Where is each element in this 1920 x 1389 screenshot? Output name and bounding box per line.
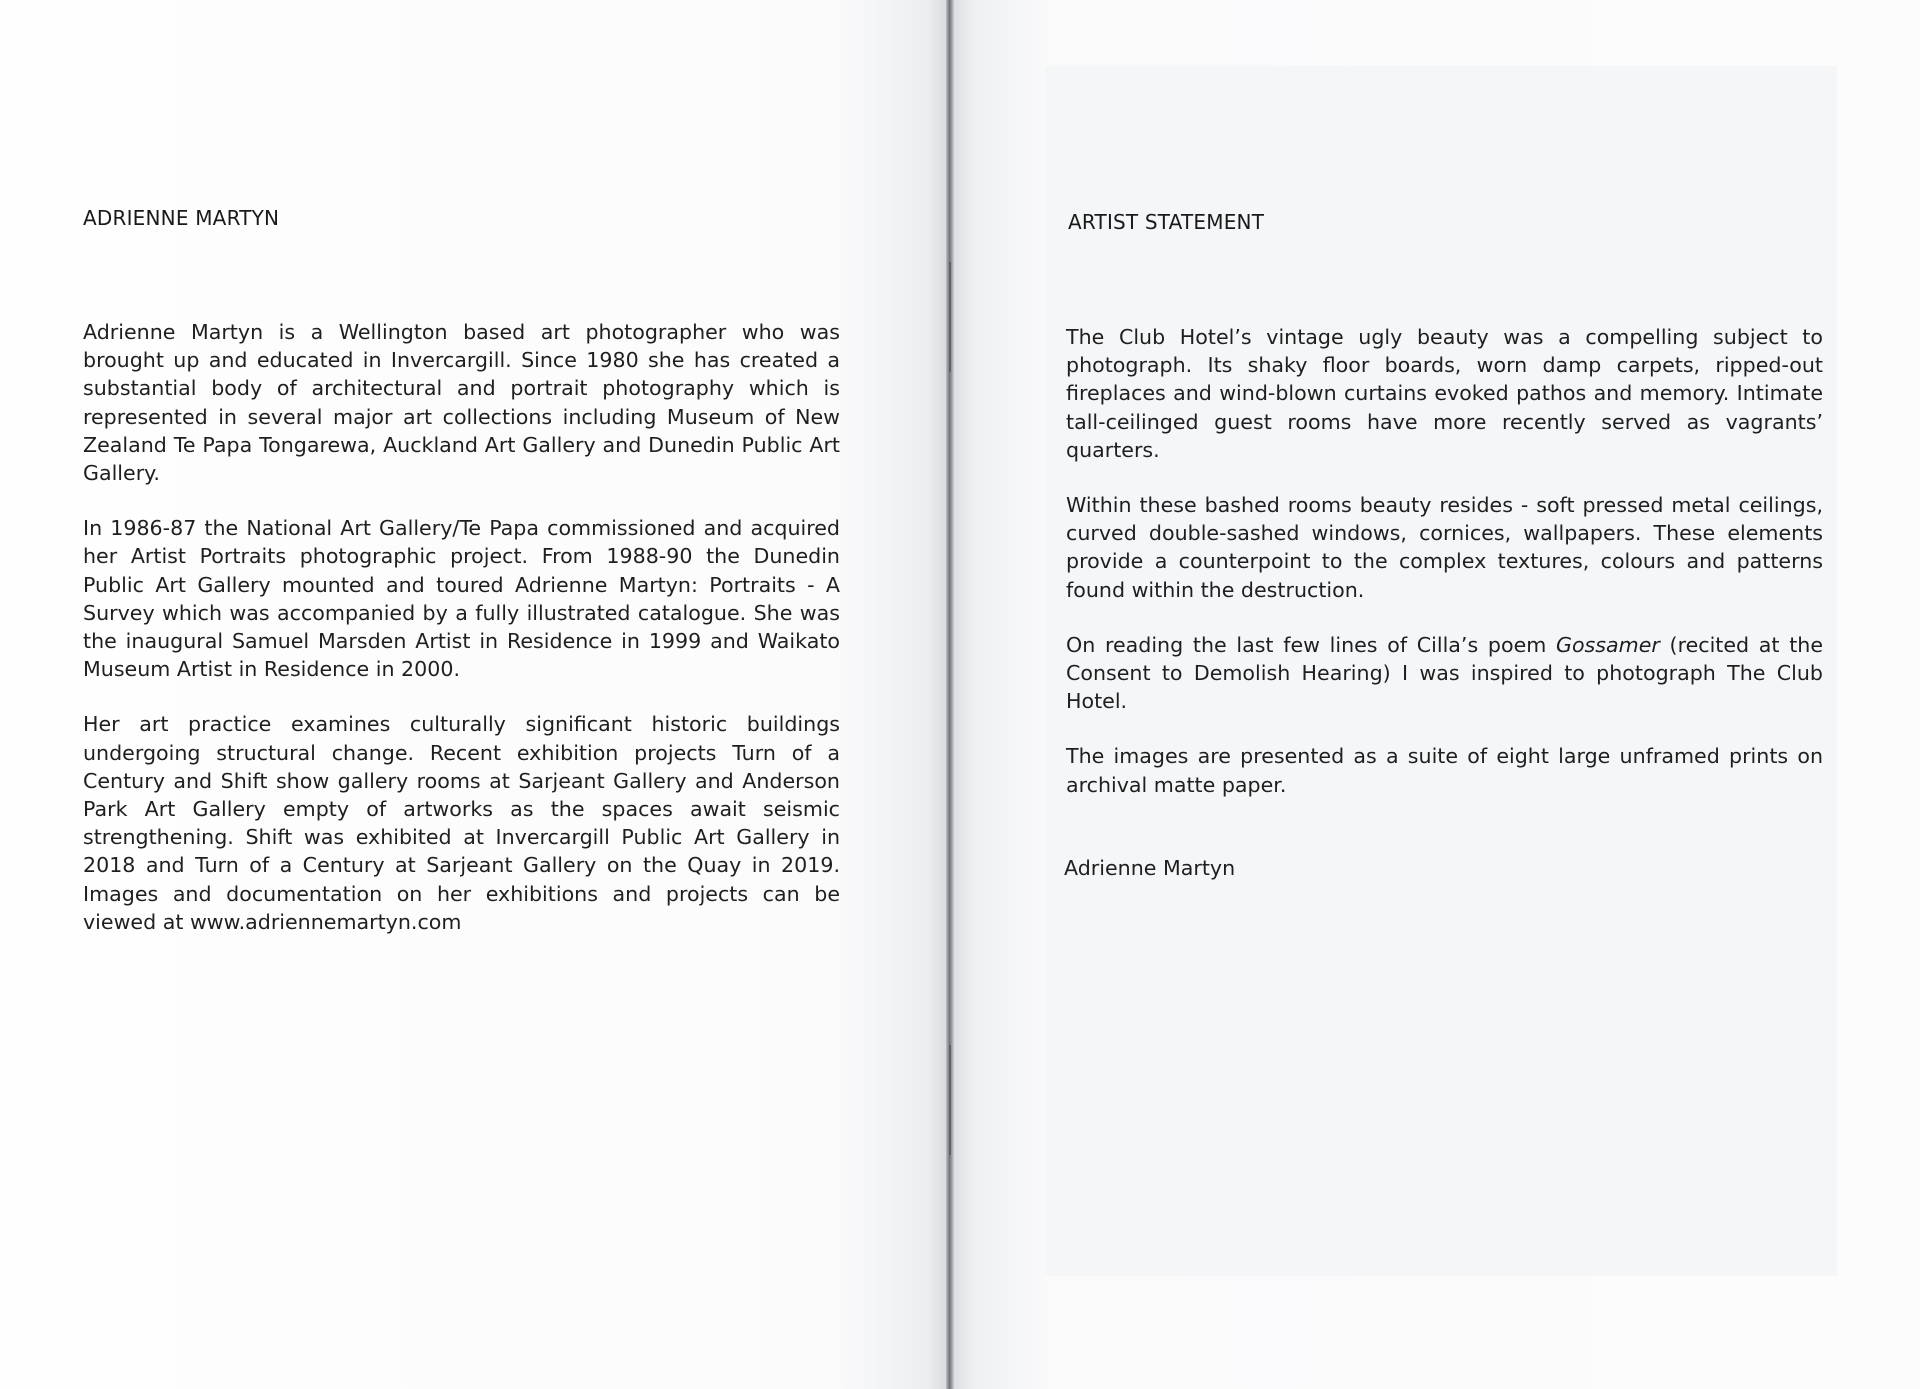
biography-paragraph: In 1986-87 the National Art Gallery/Te Papa commissioned and acquired her Artist Portraits photographic project. From 1988-90 the Dunedin Public Art Gallery mounted and toured Adrienne Martyn: Portraits - A Survey which was accompanied by a fully illustrated catalogue. She was the inaugural Samuel Marsden Artist in Residence in 1999 and Waikato Museum Artist in Residence in 2000. <box>83 516 840 682</box>
biography-paragraph: Adrienne Martyn is a Wellington based art photographer who was brought up and educated in Invercargill. Since 1980 she has created a substantial body of architectural and portrait photography which is represented in several major art collections including Museum of New Zealand Te Papa Tongarewa, Auckland Art Gallery and Dunedin Public Art Gallery. <box>83 320 840 486</box>
artist-statement-text <box>1066 323 1823 799</box>
statement-paragraph: The images are presented as a suite of eight large unframed prints on archival matte paper. <box>1066 744 1823 797</box>
biography-paragraph: Her art practice examines culturally significant historic buildings undergoing structural change. Recent exhibition projects Turn of a Century and Shift show gallery rooms at Sarjeant Gallery and Anderson Park Art Gallery empty of artworks as the spaces await seismic strengthening. Shift was exhibited at Invercargill Public Art Gallery in 2018 and Turn of a Century at Sarjeant Gallery on the Quay in 2019. Images and documentation on her exhibitions and projects can be viewed at www.adriennemartyn.com <box>83 712 840 934</box>
artist-signature: Adrienne Martyn <box>1064 856 1236 880</box>
poem-title: Gossamer <box>1556 632 1660 657</box>
bottom-staple <box>949 1045 951 1155</box>
statement-paragraph: Within these bashed rooms beauty resides - soft pressed metal ceilings, curved double-sashed windows, cornices, wallpapers. These elements provide a counterpoint to the complex textures, colours and patterns found within the destruction. <box>1066 493 1823 602</box>
booklet-spine <box>946 0 954 1389</box>
statement-paragraph-gossamer <box>1066 631 1823 716</box>
gossamer-text-after: (recited at the Consent to Demolish Hearing) I was inspired to photograph The Club Hotel. <box>1066 632 1823 714</box>
statement-paragraph: The Club Hotel’s vintage ugly beauty was a compelling subject to photograph. Its shaky floor boards, worn damp carpets, ripped-out fireplaces and wind-blown curtains evoked pathos and memory. Intimate tall-ceilinged guest rooms have more recently served as vagrants’ quarters. <box>1066 325 1823 462</box>
top-staple <box>949 262 951 372</box>
gossamer-text-before: On reading the last few lines of Cilla’s poem <box>1066 632 1556 657</box>
artist-name-heading: ADRIENNE MARTYN <box>83 206 280 230</box>
biography-text <box>83 318 840 936</box>
artist-statement-heading: ARTIST STATEMENT <box>1068 210 1265 234</box>
